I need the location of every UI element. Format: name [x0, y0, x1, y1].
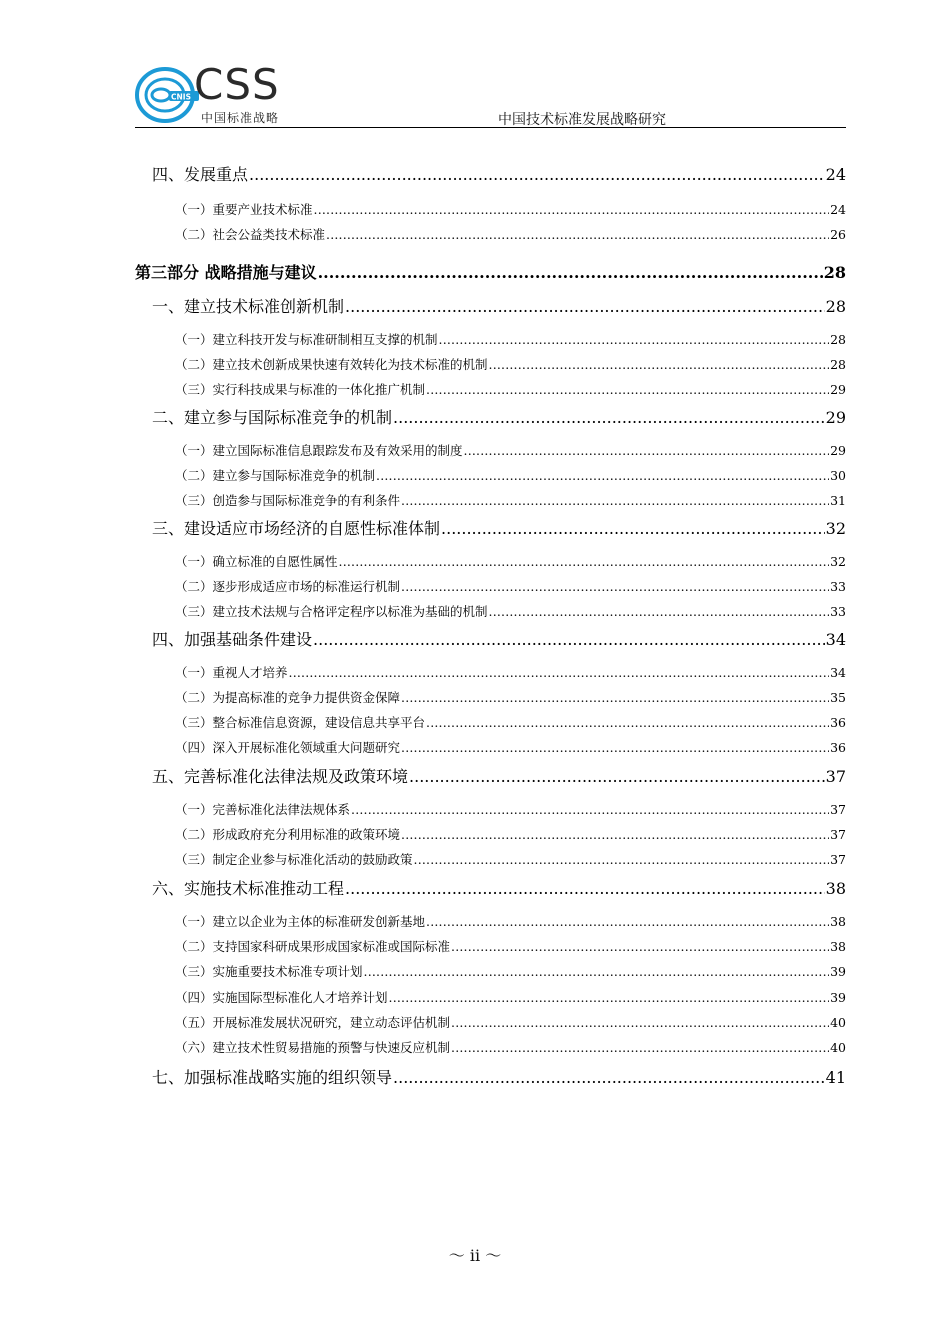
toc-dot-leader	[339, 554, 830, 569]
toc-page-number: 40	[830, 1040, 846, 1055]
toc-entry-title: 一、建立技术标准创新机制	[152, 297, 345, 316]
toc-entry[interactable]	[135, 405, 846, 428]
toc-subentry[interactable]	[135, 552, 846, 570]
toc-dot-leader	[326, 227, 829, 242]
css-logo	[135, 62, 295, 126]
logo-inner-text: CNIS	[171, 92, 191, 102]
toc-subentry[interactable]	[135, 330, 846, 348]
logo-text: CSS	[194, 60, 280, 109]
toc-dot-leader	[426, 715, 829, 730]
toc-dot-leader	[389, 990, 830, 1005]
toc-page-number: 37	[825, 767, 846, 786]
toc-subentry[interactable]	[135, 912, 846, 930]
toc-page-number: 39	[830, 964, 846, 979]
toc-entry-title: （二）为提高标准的竞争力提供资金保障	[175, 690, 401, 705]
toc-entry[interactable]	[135, 764, 846, 787]
toc-page-number: 29	[825, 408, 846, 427]
toc-subentry[interactable]	[135, 713, 846, 731]
toc-entry-title: （三）实施重要技术标准专项计划	[175, 964, 363, 979]
toc-entry-title: 五、完善标准化法律法规及政策环境	[152, 767, 409, 786]
toc-dot-leader	[409, 767, 825, 786]
toc-dot-leader	[464, 443, 830, 458]
toc-entry-title: （二）形成政府充分利用标准的政策环境	[175, 827, 401, 842]
toc-dot-leader	[401, 579, 829, 594]
toc-entry-title: 第三部分 战略措施与建议	[135, 263, 317, 282]
toc-page-number: 35	[830, 690, 846, 705]
toc-page-number: 32	[830, 554, 846, 569]
toc-entry-title: （四）实施国际型标准化人才培养计划	[175, 990, 388, 1005]
toc-entry-title: （四）深入开展标准化领域重大问题研究	[175, 740, 401, 755]
toc-subentry[interactable]	[135, 663, 846, 681]
toc-subentry[interactable]	[135, 937, 846, 955]
toc-subentry[interactable]	[135, 1038, 846, 1056]
toc-entry[interactable]	[135, 876, 846, 899]
toc-page-number: 30	[830, 468, 846, 483]
toc-page-number: 34	[830, 665, 846, 680]
toc-page-number: 24	[825, 165, 846, 184]
toc-page-number: 28	[830, 357, 846, 372]
logo-subtitle: 中国标准战略	[201, 111, 280, 125]
toc-page-number: 40	[830, 1015, 846, 1030]
toc-entry-title: （三）建立技术法规与合格评定程序以标准为基础的机制	[175, 604, 488, 619]
toc-page-number: 26	[830, 227, 846, 242]
toc-entry-title: （三）创造参与国际标准竞争的有利条件	[175, 493, 401, 508]
toc-page-number: 37	[830, 852, 846, 867]
toc-entry-title: （三）实行科技成果与标准的一体化推广机制	[175, 382, 426, 397]
toc-page-number: 28	[825, 297, 846, 316]
toc-page-number: 29	[830, 443, 846, 458]
toc-dot-leader	[401, 827, 829, 842]
toc-dot-leader	[314, 202, 830, 217]
toc-dot-leader	[345, 297, 825, 316]
toc-dot-leader	[451, 939, 829, 954]
toc-subentry[interactable]	[135, 738, 846, 756]
toc-dot-leader	[313, 630, 825, 649]
toc-entry-title: 六、实施技术标准推动工程	[152, 879, 345, 898]
toc-entry-title: （一）重视人才培养	[175, 665, 288, 680]
toc-subentry[interactable]	[135, 466, 846, 484]
toc-entry-title: 三、建设适应市场经济的自愿性标准体制	[152, 519, 441, 538]
toc-page-number: 31	[830, 493, 846, 508]
toc-dot-leader	[439, 332, 830, 347]
toc-page-number: 33	[830, 579, 846, 594]
toc-entry-title: （二）社会公益类技术标准	[175, 227, 326, 242]
toc-dot-leader	[401, 740, 829, 755]
toc-subentry[interactable]	[135, 602, 846, 620]
toc-part-heading[interactable]	[135, 260, 846, 283]
toc-subentry[interactable]	[135, 688, 846, 706]
toc-entry-title: （二）支持国家科研成果形成国家标准或国际标准	[175, 939, 451, 954]
toc-subentry[interactable]	[135, 825, 846, 843]
toc-entry-title: （一）建立国际标准信息跟踪发布及有效采用的制度	[175, 443, 463, 458]
toc-dot-leader	[451, 1015, 829, 1030]
toc-dot-leader	[376, 468, 829, 483]
toc-entry-title: （一）完善标准化法律法规体系	[175, 802, 351, 817]
toc-entry-title: （一）重要产业技术标准	[175, 202, 313, 217]
toc-entry-title: 四、发展重点	[152, 165, 249, 184]
toc-entry-title: （五）开展标准发展状况研究，建立动态评估机制	[175, 1015, 451, 1030]
toc-page-number: 28	[830, 332, 846, 347]
toc-page-number: 24	[830, 202, 846, 217]
toc-page-number: 28	[823, 263, 846, 282]
toc-dot-leader	[441, 519, 825, 538]
toc-dot-leader	[393, 408, 825, 427]
toc-page-number: 32	[825, 519, 846, 538]
toc-subentry[interactable]	[135, 577, 846, 595]
toc-entry-title: 二、建立参与国际标准竞争的机制	[152, 408, 393, 427]
toc-dot-leader	[401, 690, 829, 705]
toc-subentry[interactable]	[135, 491, 846, 509]
toc-subentry[interactable]	[135, 441, 846, 459]
toc-entry[interactable]	[135, 516, 846, 539]
header-title: 中国技术标准发展战略研究	[498, 112, 666, 128]
toc-page-number: 29	[830, 382, 846, 397]
toc-page-number: 38	[830, 914, 846, 929]
toc-dot-leader	[351, 802, 829, 817]
toc-page-number: 38	[825, 879, 846, 898]
toc-entry[interactable]	[135, 627, 846, 650]
toc-entry-title: 四、加强基础条件建设	[152, 630, 313, 649]
toc-dot-leader	[249, 165, 825, 184]
toc-page-number: 37	[830, 802, 846, 817]
toc-page-number: 36	[830, 740, 846, 755]
toc-dot-leader	[393, 1068, 825, 1087]
toc-dot-leader	[426, 914, 829, 929]
toc-dot-leader	[489, 357, 830, 372]
toc-subentry[interactable]	[135, 1013, 846, 1031]
toc-entry-title: （二）建立技术创新成果快速有效转化为技术标准的机制	[175, 357, 488, 372]
toc-entry-title: （六）建立技术性贸易措施的预警与快速反应机制	[175, 1040, 451, 1055]
toc-dot-leader	[451, 1040, 829, 1055]
header-rule	[135, 127, 846, 128]
page-number: ～ ii ～	[448, 1246, 502, 1265]
toc-dot-leader	[345, 879, 825, 898]
toc-entry-title: （三）制定企业参与标准化活动的鼓励政策	[175, 852, 413, 867]
page-header	[135, 62, 846, 128]
toc-page-number: 39	[830, 990, 846, 1005]
toc-dot-leader	[426, 382, 829, 397]
toc-page-number: 41	[825, 1068, 846, 1087]
toc-page-number: 38	[830, 939, 846, 954]
toc-subentry[interactable]	[135, 988, 846, 1006]
toc-entry-title: （一）确立标准的自愿性属性	[175, 554, 338, 569]
toc-entry-title: 七、加强标准战略实施的组织领导	[152, 1068, 393, 1087]
toc-page-number: 33	[830, 604, 846, 619]
toc-subentry[interactable]	[135, 800, 846, 818]
toc-dot-leader	[364, 964, 830, 979]
toc-subentry[interactable]	[135, 380, 846, 398]
toc-entry-title: （二）建立参与国际标准竞争的机制	[175, 468, 376, 483]
toc-entry-title: （二）逐步形成适应市场的标准运行机制	[175, 579, 401, 594]
toc-dot-leader	[489, 604, 830, 619]
toc-entry[interactable]	[135, 162, 846, 185]
toc-dot-leader	[289, 665, 830, 680]
toc-page-number: 37	[830, 827, 846, 842]
toc-entry-title: （一）建立科技开发与标准研制相互支撑的机制	[175, 332, 438, 347]
toc-entry-title: （三）整合标准信息资源，建设信息共享平台	[175, 715, 426, 730]
toc-dot-leader	[401, 493, 829, 508]
toc-subentry[interactable]	[135, 850, 846, 868]
toc-page-number: 34	[825, 630, 846, 649]
toc-subentry[interactable]	[135, 200, 846, 218]
toc-entry[interactable]	[135, 294, 846, 317]
toc-page-number: 36	[830, 715, 846, 730]
toc-entry[interactable]	[135, 1065, 846, 1088]
toc-subentry[interactable]	[135, 355, 846, 373]
toc-subentry[interactable]	[135, 225, 846, 243]
toc-dot-leader	[318, 263, 823, 282]
toc-subentry[interactable]	[135, 962, 846, 980]
toc-entry-title: （一）建立以企业为主体的标准研发创新基地	[175, 914, 426, 929]
toc-dot-leader	[414, 852, 830, 867]
